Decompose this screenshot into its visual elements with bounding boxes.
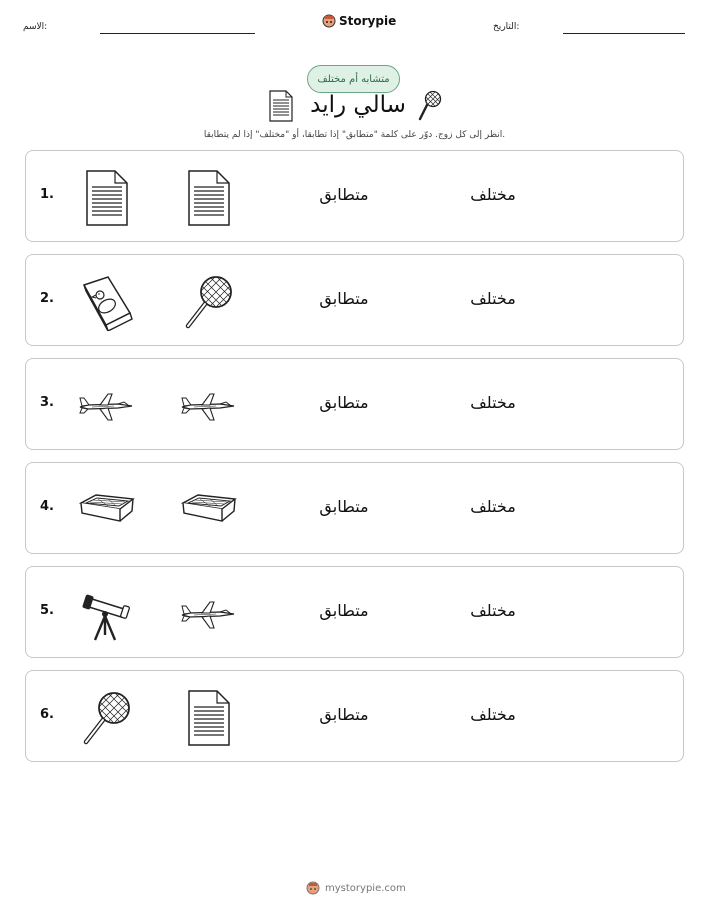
row-number: 6. bbox=[40, 707, 54, 722]
row-number: 1. bbox=[40, 187, 54, 202]
jet-plane-icon bbox=[180, 585, 238, 643]
same-option[interactable]: متطابق bbox=[319, 705, 369, 724]
same-option[interactable]: متطابق bbox=[319, 393, 369, 412]
document-icon bbox=[78, 169, 136, 227]
name-line[interactable] bbox=[100, 33, 255, 34]
storypie-logo-icon bbox=[322, 13, 336, 29]
different-option[interactable]: مختلف bbox=[470, 705, 516, 724]
different-option[interactable]: مختلف bbox=[470, 497, 516, 516]
pair-row bbox=[25, 566, 684, 658]
jet-plane-icon bbox=[180, 377, 238, 435]
row-number: 5. bbox=[40, 603, 54, 618]
storypie-logo-icon bbox=[306, 880, 320, 896]
row-number: 2. bbox=[40, 291, 54, 306]
same-option[interactable]: متطابق bbox=[319, 601, 369, 620]
different-option[interactable]: مختلف bbox=[470, 601, 516, 620]
pair-row bbox=[25, 150, 684, 242]
pair-row bbox=[25, 358, 684, 450]
page-title: سالي رايد bbox=[310, 92, 406, 118]
name-label: الاسم: bbox=[23, 22, 48, 32]
brand-name: Storypie bbox=[339, 14, 397, 28]
document-icon bbox=[180, 169, 238, 227]
pair-row bbox=[25, 254, 684, 346]
brand bbox=[322, 13, 396, 29]
tennis-racket-icon bbox=[418, 90, 442, 122]
pair-row bbox=[25, 670, 684, 762]
footer-url[interactable]: mystorypie.com bbox=[325, 882, 406, 894]
same-option[interactable]: متطابق bbox=[319, 289, 369, 308]
tray-icon bbox=[180, 481, 238, 539]
telescope-icon bbox=[78, 585, 136, 643]
same-option[interactable]: متطابق bbox=[319, 185, 369, 204]
date-line[interactable] bbox=[563, 33, 685, 34]
tennis-racket-icon bbox=[180, 273, 238, 331]
document-icon bbox=[268, 90, 294, 122]
date-label: التاريخ: bbox=[493, 22, 520, 32]
footer bbox=[306, 880, 406, 896]
jet-plane-icon bbox=[78, 377, 136, 435]
tennis-racket-icon bbox=[78, 689, 136, 747]
different-option[interactable]: مختلف bbox=[470, 393, 516, 412]
instructions: انظر إلى كل زوج. دوّر على كلمة "متطابق" إذا تطابقا، أو "مختلف" إذا لم يتطابقا. bbox=[203, 130, 506, 140]
row-number: 4. bbox=[40, 499, 54, 514]
same-option[interactable]: متطابق bbox=[319, 497, 369, 516]
row-number: 3. bbox=[40, 395, 54, 410]
tray-icon bbox=[78, 481, 136, 539]
title-row bbox=[262, 88, 447, 124]
different-option[interactable]: مختلف bbox=[470, 185, 516, 204]
document-icon bbox=[180, 689, 238, 747]
duck-book-icon bbox=[78, 273, 136, 331]
different-option[interactable]: مختلف bbox=[470, 289, 516, 308]
worksheet-type-badge: متشابه أم مختلف bbox=[307, 65, 400, 93]
pair-row bbox=[25, 462, 684, 554]
